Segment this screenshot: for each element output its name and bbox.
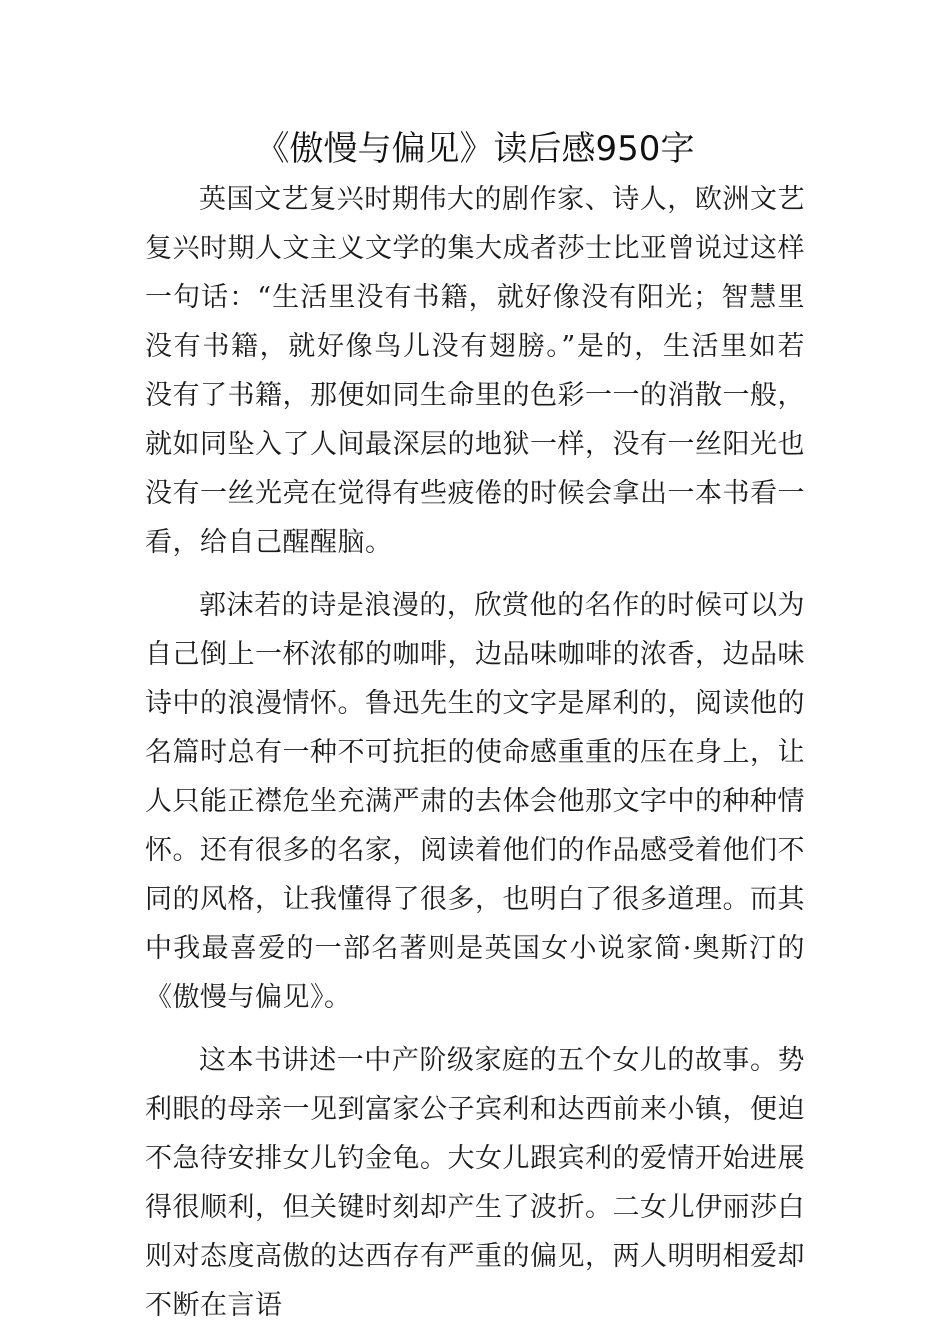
document-body <box>145 175 805 1344</box>
document-title: 《傲慢与偏见》读后感950字 <box>255 129 695 169</box>
paragraph-3: 这本书讲述一中产阶级家庭的五个女儿的故事。势利眼的母亲一见到富家公子宾利和达西前来小镇，便迫不急待安排女儿钓金龟。大女儿跟宾利的爱情开始进展得很顺利，但关键时刻却产生了波折。二女儿伊丽莎白则对态度高傲的达西存有严重的偏见，两人明明相爱却不断在言语 <box>145 1045 805 1321</box>
paragraph-1: 英国文艺复兴时期伟大的剧作家、诗人，欧洲文艺复兴时期人文主义文学的集大成者莎士比亚曾说过这样一句话：“生活里没有书籍，就好像没有阳光；智慧里没有书籍，就好像鸟儿没有翅膀。”是的，生活里如若没有了书籍，那便如同生命里的色彩一一的消散一般，就如同坠入了人间最深层的地狱一样，没有一丝阳光也没有一丝光亮在觉得有些疲倦的时候会拿出一本书看一看，给自己醒醒脑。 <box>145 184 805 558</box>
paragraph-2: 郭沫若的诗是浪漫的，欣赏他的名作的时候可以为自己倒上一杯浓郁的咖啡，边品味咖啡的浓香，边品味诗中的浪漫情怀。鲁迅先生的文字是犀利的，阅读他的名篇时总有一种不可抗拒的使命感重重的压在身上，让人只能正襟危坐充满严肃的去体会他那文字中的种种情怀。还有很多的名家，阅读着他们的作品感受着他们不同的风格，让我懂得了很多，也明白了很多道理。而其中我最喜爱的一部名著则是英国女小说家简·奥斯汀的《傲慢与偏见》。 <box>145 590 805 1013</box>
